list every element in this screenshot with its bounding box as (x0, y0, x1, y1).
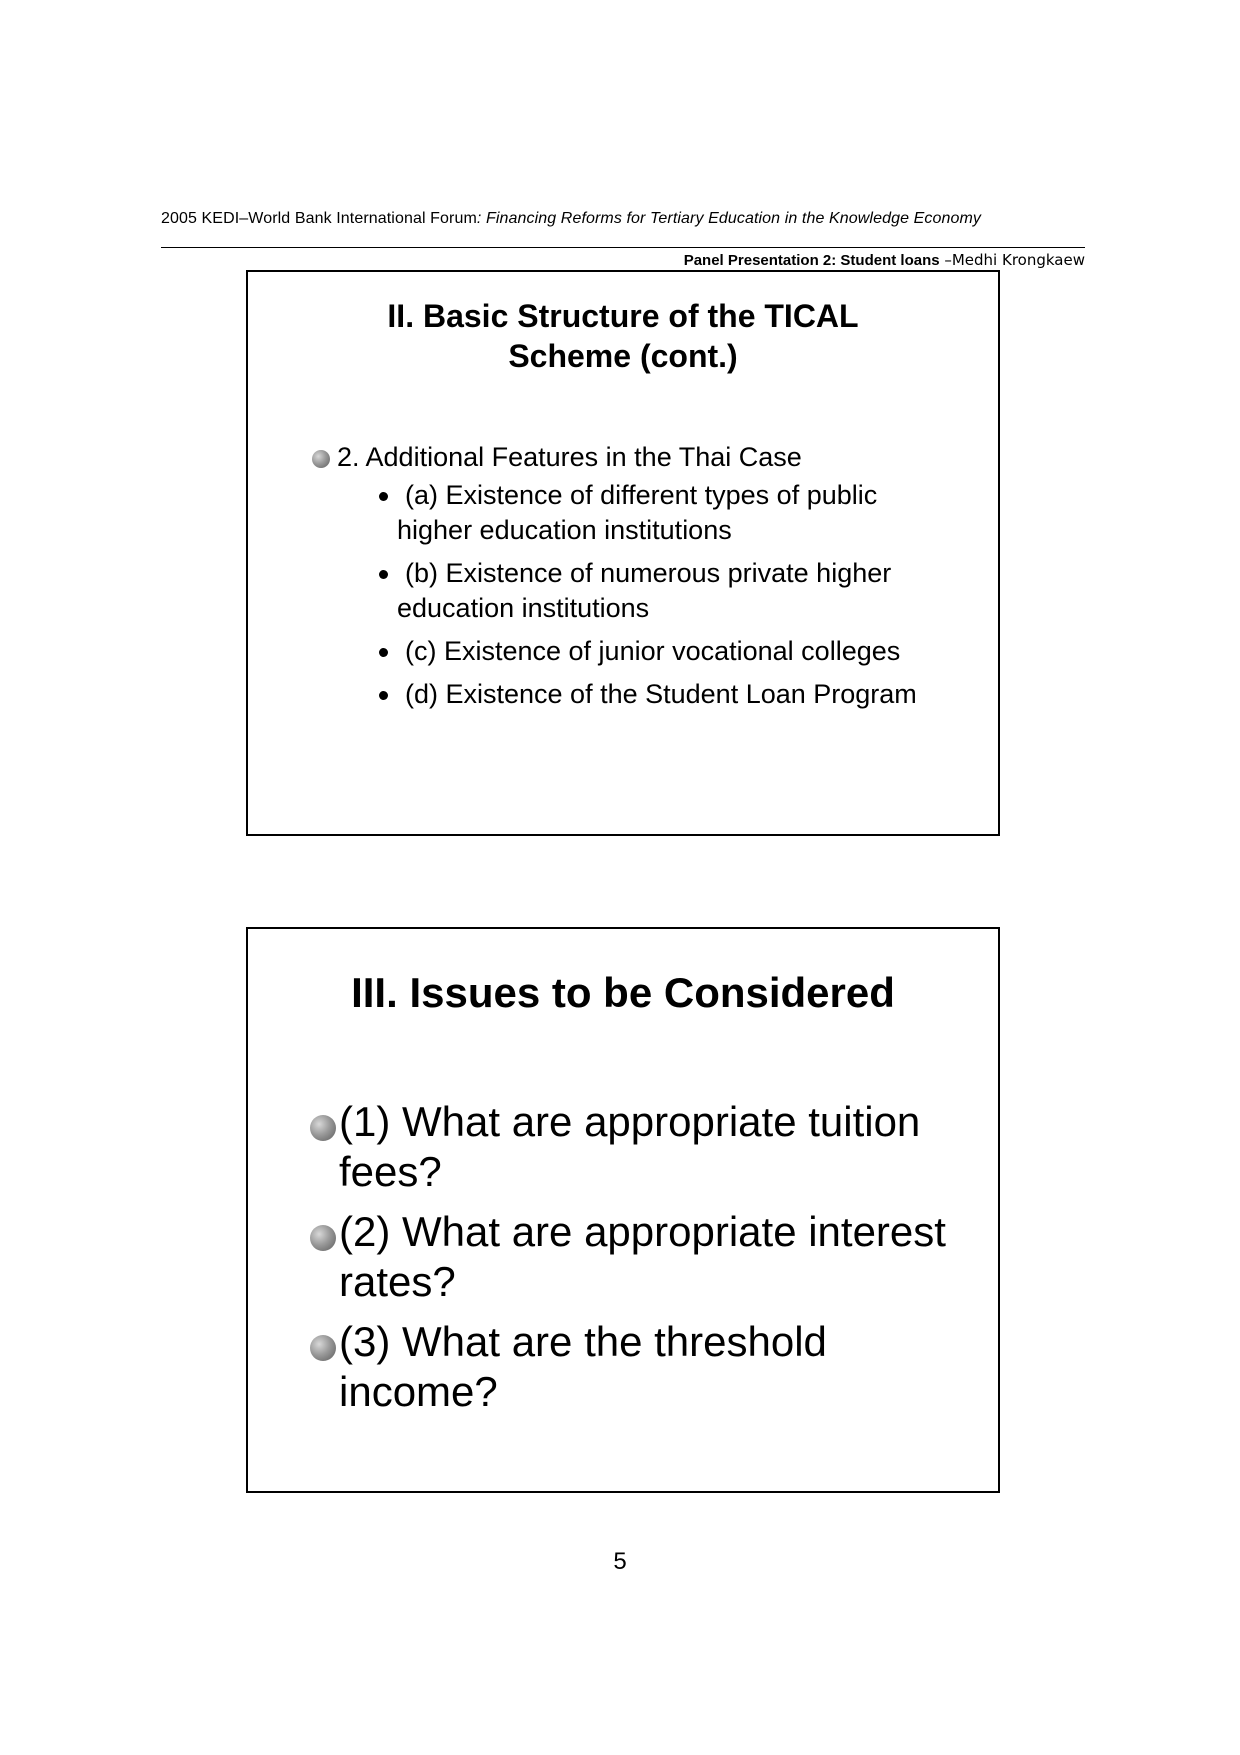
list-item (312, 440, 958, 712)
list-item (310, 1317, 958, 1417)
bullet-dot-icon (379, 691, 388, 700)
bullet-dot-icon (379, 492, 388, 501)
document-header (161, 210, 981, 228)
panel-title: Panel Presentation 2: Student loans (683, 252, 940, 269)
forum-name: 2005 KEDI–World Bank International Forum (161, 210, 477, 227)
sub-item-text: (d) Existence of the Student Loan Program (405, 679, 917, 709)
header-divider (161, 247, 1085, 248)
sub-item-text: (b) Existence of numerous private higher education institutions (397, 558, 892, 623)
bullet-text: (1) What are appropriate tuition fees? (339, 1098, 921, 1195)
bullet-sphere-icon (310, 1225, 336, 1251)
slide-tical-structure (246, 270, 1000, 836)
author-name: –Medhi Krongkaew (939, 251, 1085, 269)
bullet-text: (2) What are appropriate interest rates? (339, 1208, 946, 1305)
bullet-text: (3) What are the threshold income? (339, 1318, 827, 1415)
sub-item-text: (a) Existence of different types of public higher education institutions (397, 480, 878, 545)
slide-title: II. Basic Structure of the TICAL Scheme (cont.) (387, 298, 859, 374)
bullet-dot-icon (379, 570, 388, 579)
sub-list (337, 478, 958, 712)
bullet-list (310, 1097, 958, 1427)
panel-line (684, 251, 1085, 269)
slide-issues (246, 927, 1000, 1493)
bullet-sphere-icon (312, 450, 330, 468)
list-item (371, 556, 958, 626)
list-item (310, 1097, 958, 1197)
page-number: 5 (613, 1548, 627, 1575)
list-item (310, 1207, 958, 1307)
bullet-dot-icon (379, 648, 388, 657)
bullet-list (312, 440, 958, 720)
slide-title: III. Issues to be Considered (351, 969, 895, 1016)
list-item (371, 634, 958, 669)
sub-item-text: (c) Existence of junior vocational colleges (405, 636, 901, 666)
list-item (371, 478, 958, 548)
bullet-sphere-icon (310, 1115, 336, 1141)
bullet-sphere-icon (310, 1335, 336, 1361)
bullet-text: 2. Additional Features in the Thai Case (337, 442, 802, 472)
list-item (371, 677, 958, 712)
forum-subtitle: : Financing Reforms for Tertiary Education in the Knowledge Economy (476, 210, 982, 227)
